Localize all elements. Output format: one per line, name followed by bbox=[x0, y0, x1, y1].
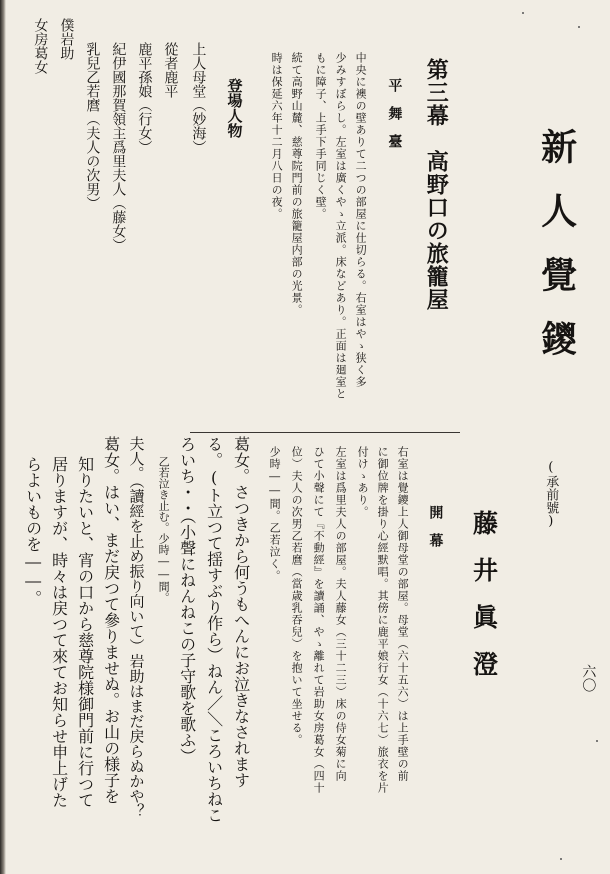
curtain-heading: 開 幕 bbox=[427, 505, 444, 547]
opening-line: 右室は覺鑁上人御母堂の部屋。母堂（六十五六）は上手壁の前 bbox=[396, 446, 410, 782]
stage-heading: 平 舞 臺 bbox=[386, 78, 403, 148]
serial-note: (承前號) bbox=[543, 460, 559, 529]
opening-line: 位）夫人の次男乙若麿（當歳乳吞兒）を抱いて坐せる。 bbox=[290, 446, 304, 746]
dialogue-line: 夫人。（讀經を止め振り向いて）岩助はまだ戻らぬかや？ bbox=[127, 436, 146, 819]
dialogue-line: 居りますが、時々は戻つて來てお知らせ申上げた bbox=[49, 456, 69, 808]
dialogue-line: る。(ト立つて揺すぶり作ら）ねん／＼ころいちねこ bbox=[204, 436, 224, 823]
opening-line: 少時――間。乙若泣く。 bbox=[268, 446, 282, 582]
cast-heading: 登場人物 bbox=[225, 78, 244, 138]
cast-member: 上人母堂（妙海） bbox=[190, 42, 207, 154]
cast-member: 女房葛女 bbox=[32, 18, 49, 74]
cast-member: 從者鹿平 bbox=[162, 42, 179, 98]
cast-member: 紀伊國那賀領主爲里夫人（藤女） bbox=[110, 42, 127, 252]
print-speck bbox=[522, 12, 524, 14]
print-speck bbox=[578, 26, 580, 28]
stage-direction-line: 続て高野山麓、慈尊院門前の旅籠屋内部の光景。 bbox=[290, 52, 304, 316]
opening-line: 付けゝあり。 bbox=[356, 446, 370, 518]
dialogue-line: らよいものを――。 bbox=[23, 456, 43, 606]
page-number: 六〇 bbox=[580, 664, 597, 692]
dialogue-line: ろいち・・（小聲にねんねこの子守歌を歌ふ） bbox=[177, 436, 197, 764]
opening-line: ひて小聲にて『不動經』を讀誦、やゝ離れて岩助女房葛女（四十 bbox=[312, 446, 326, 794]
play-title: 新人覺鑁 bbox=[535, 128, 578, 384]
section-divider bbox=[190, 432, 460, 433]
page-binding-edge bbox=[0, 0, 6, 874]
print-speck bbox=[560, 858, 562, 860]
cast-member: 乳兒乙若麿（夫人の次男） bbox=[84, 42, 101, 210]
print-speck bbox=[596, 740, 598, 742]
stage-direction-line: 少みすぼらし。左室は廣くやゝ立派。床などあり。正面は廻室と bbox=[334, 52, 348, 400]
dialogue-line: 知りたいと、宵の口から慈尊院様御門前に行つて bbox=[75, 456, 95, 808]
act-heading: 第三幕 高野口の旅籠屋 bbox=[423, 58, 450, 311]
opening-line: に御位牌を掛り心經默唱。其傍に鹿平娘行女（十六七）旅衣を片 bbox=[376, 446, 390, 794]
stage-direction-line: 中央に襖の壁ありて二つの部屋に仕切らる。右室はやゝ狭く多 bbox=[354, 52, 368, 388]
cast-member: 僕岩助 bbox=[58, 18, 75, 60]
cast-member: 鹿平孫娘（行女） bbox=[136, 42, 153, 154]
dialogue-line: 葛女。さつきから何うもへんにお泣きなされます bbox=[231, 436, 251, 788]
stage-direction-line: もに障子、上手下手同じく壁。 bbox=[314, 52, 328, 220]
stage-direction-line: 時は保延六年十二月八日の夜。 bbox=[270, 52, 284, 220]
dialogue-line: 葛女。はい、まだ戻つて參りませぬ。お山の様子を bbox=[101, 436, 121, 804]
author-name: 藤井眞澄 bbox=[469, 510, 499, 698]
stage-note-line: 乙若泣き止む。少時――間。 bbox=[157, 456, 171, 603]
opening-line: 左室は爲里夫人の部屋。夫人藤女（三十二三）床の侍女菊に向 bbox=[334, 446, 348, 782]
